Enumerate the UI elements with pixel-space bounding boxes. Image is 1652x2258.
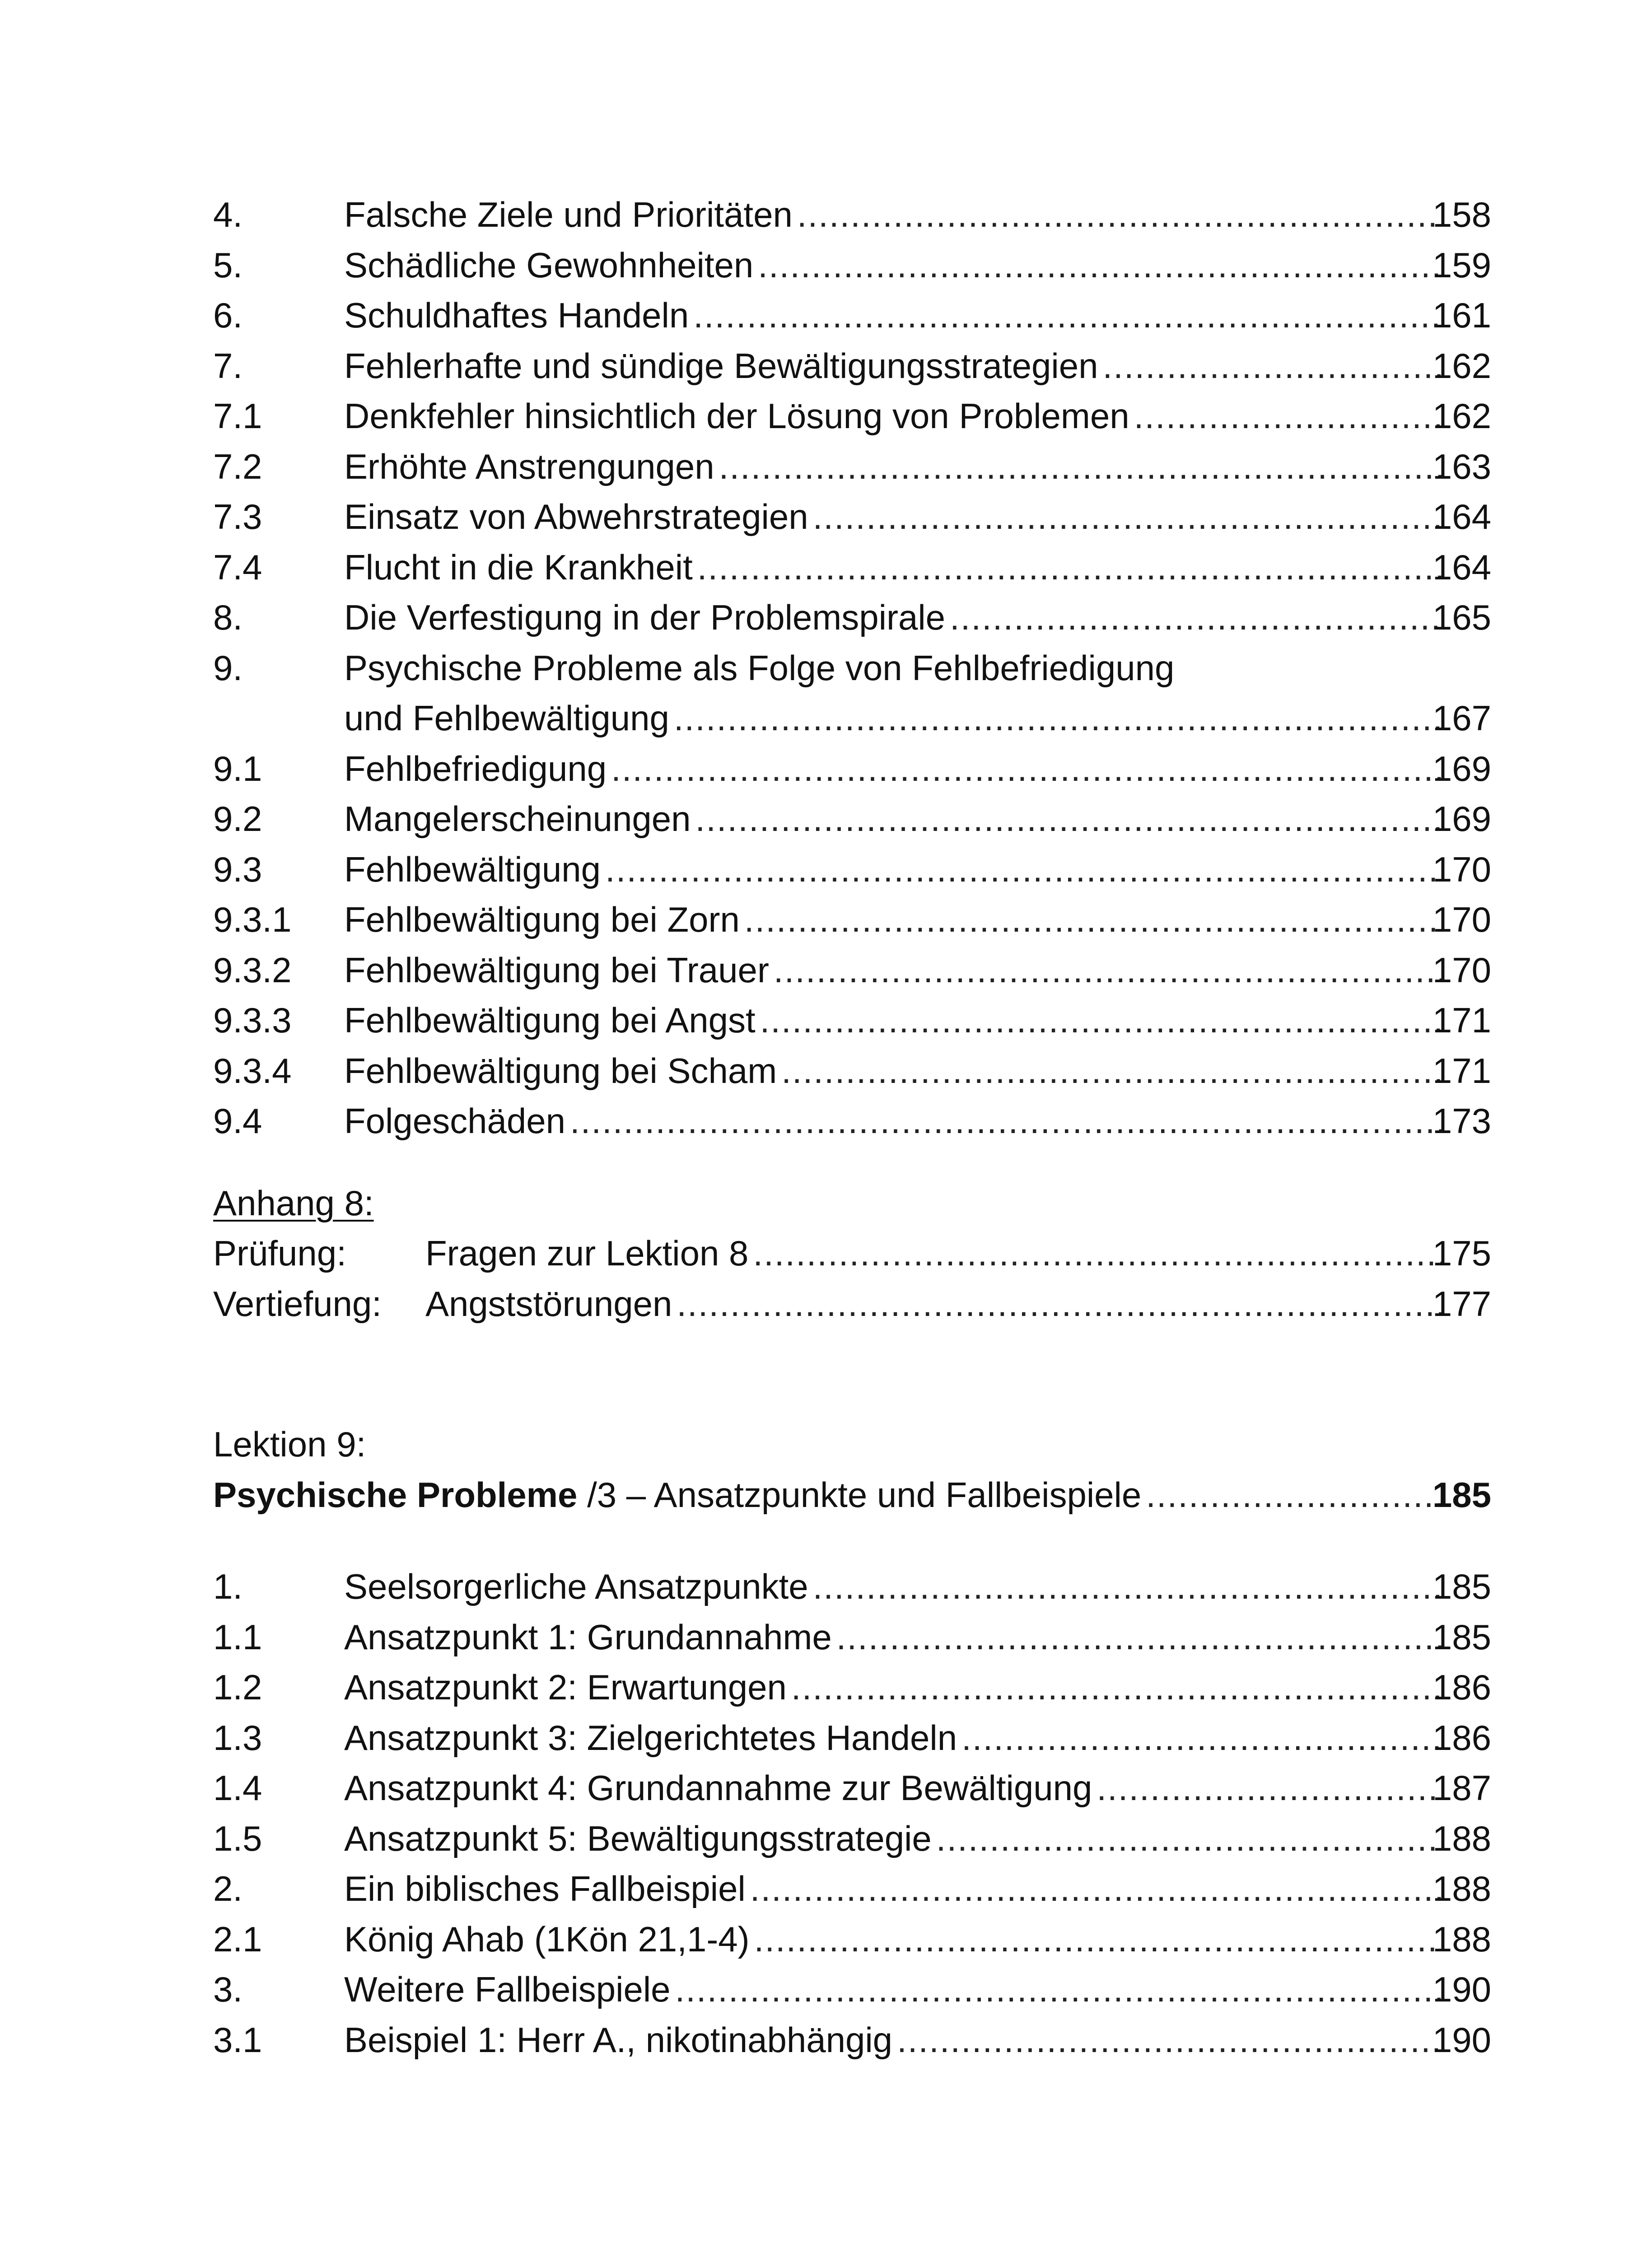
- dot-leader: [605, 844, 1442, 895]
- toc-entry[interactable]: [213, 1914, 1491, 1965]
- toc-entry-title: Ansatzpunkt 2: Erwartungen: [344, 1667, 787, 1707]
- toc-entry[interactable]: [213, 1763, 1491, 1814]
- toc-entry[interactable]: [213, 1096, 1491, 1147]
- toc-entry-title-line1: Psychische Probleme als Folge von Fehlbefriedigung: [344, 648, 1175, 688]
- toc-entry-page: 185: [1432, 1567, 1491, 1606]
- toc-entry-title: Fehlbewältigung bei Angst: [344, 1000, 756, 1040]
- toc-entry-title: Seelsorgerliche Ansatzpunkte: [344, 1567, 808, 1606]
- toc-entry[interactable]: [213, 1612, 1491, 1663]
- toc-entry-number: 9.2: [213, 799, 262, 839]
- dot-leader: [1134, 391, 1442, 442]
- toc-entry-page: 161: [1432, 295, 1491, 335]
- lesson-heading-row: [213, 1419, 1491, 1470]
- toc-entry-title-line2: und Fehlbewältigung: [344, 698, 669, 738]
- toc-entry-number: 6.: [213, 295, 243, 335]
- toc-entry-title: Ansatzpunkt 1: Grundannahme: [344, 1617, 832, 1657]
- dot-leader: [611, 744, 1442, 794]
- toc-entry[interactable]: [213, 442, 1491, 492]
- toc-entry[interactable]: [213, 995, 1491, 1046]
- toc-entry-number: 9.3: [213, 849, 262, 889]
- appendix-heading-row: [213, 1178, 1491, 1229]
- toc-entry-number: 9.1: [213, 748, 262, 788]
- lesson-heading: Lektion 9:: [213, 1424, 366, 1464]
- appendix-entry-label: Prüfung:: [213, 1233, 346, 1273]
- toc-entry-title: Ein biblisches Fallbeispiel: [344, 1869, 746, 1908]
- toc-entry[interactable]: [213, 744, 1491, 794]
- toc-entry-title: Fehlbewältigung bei Scham: [344, 1050, 777, 1091]
- toc-entry-number: 2.: [213, 1869, 243, 1908]
- toc-entry-page: 187: [1432, 1768, 1491, 1808]
- toc-entry-number: 9.3.3: [213, 1000, 292, 1040]
- appendix-entry[interactable]: [213, 1228, 1491, 1279]
- toc-entry-number: 7.2: [213, 446, 262, 486]
- toc-entry-title: Mangelerscheinungen: [344, 799, 691, 839]
- dot-leader: [961, 1713, 1442, 1763]
- toc-entry-title: Fehlerhafte und sündige Bewältigungsstrategien: [344, 345, 1098, 386]
- toc-entry-page: 163: [1432, 446, 1491, 486]
- toc-entry[interactable]: [213, 1964, 1491, 2015]
- toc-entry-multiline-first[interactable]: [213, 643, 1491, 694]
- dot-leader: [719, 442, 1442, 492]
- toc-entry-title: Flucht in die Krankheit: [344, 547, 693, 587]
- toc-entry-multiline-second[interactable]: [213, 693, 1491, 744]
- toc-entry-page: 190: [1432, 1969, 1491, 2009]
- dot-leader: [1102, 341, 1442, 392]
- toc-entry[interactable]: [213, 592, 1491, 643]
- toc-entry-number: 7.: [213, 345, 243, 386]
- toc-entry-number: 2.1: [213, 1919, 262, 1959]
- toc-entry-title: Erhöhte Anstrengungen: [344, 446, 714, 486]
- toc-entry-title: Beispiel 1: Herr A., nikotinabhängig: [344, 2020, 893, 2060]
- appendix-entry-page: 175: [1432, 1233, 1491, 1273]
- toc-entry-title: König Ahab (1Kön 21,1-4): [344, 1919, 750, 1959]
- dot-leader: [570, 1096, 1442, 1147]
- toc-entry-page: 171: [1432, 1050, 1491, 1091]
- toc-entry-number: 1.2: [213, 1667, 262, 1707]
- toc-entry-number: 7.1: [213, 396, 262, 436]
- toc-entry[interactable]: [213, 1814, 1491, 1864]
- toc-entry[interactable]: [213, 1713, 1491, 1763]
- toc-entry-title: Ansatzpunkt 5: Bewältigungsstrategie: [344, 1818, 932, 1858]
- toc-entry-page: 159: [1432, 245, 1491, 285]
- table-of-contents-page: [213, 190, 1491, 2065]
- lesson-title-entry[interactable]: [213, 1470, 1491, 1521]
- dot-leader: [813, 492, 1442, 542]
- toc-entry[interactable]: [213, 844, 1491, 895]
- toc-entry[interactable]: [213, 945, 1491, 996]
- toc-entry-number: 9.3.4: [213, 1050, 292, 1091]
- toc-entry-number: 3.: [213, 1969, 243, 2009]
- toc-entry-number: 9.: [213, 648, 243, 688]
- toc-entry-number: 1.3: [213, 1717, 262, 1758]
- toc-entry-page: 169: [1432, 748, 1491, 788]
- toc-entry[interactable]: [213, 1662, 1491, 1713]
- toc-entry-page: 162: [1432, 396, 1491, 436]
- dot-leader: [1097, 1763, 1442, 1814]
- toc-entry-title: Ansatzpunkt 3: Zielgerichtetes Handeln: [344, 1717, 957, 1758]
- dot-leader: [791, 1662, 1442, 1713]
- toc-entry[interactable]: [213, 240, 1491, 291]
- toc-entry[interactable]: [213, 492, 1491, 542]
- toc-entry-number: 7.3: [213, 497, 262, 537]
- dot-leader: [781, 1046, 1442, 1096]
- toc-entry-page: 162: [1432, 345, 1491, 386]
- dot-leader: [774, 945, 1442, 996]
- toc-entry[interactable]: [213, 391, 1491, 442]
- toc-entry[interactable]: [213, 794, 1491, 844]
- toc-entry-number: 7.4: [213, 547, 262, 587]
- toc-entry[interactable]: [213, 1864, 1491, 1914]
- dot-leader: [750, 1864, 1442, 1914]
- toc-entry-page: 188: [1432, 1818, 1491, 1858]
- lesson-title-bold: Psychische Probleme: [213, 1474, 578, 1515]
- lesson-title: [213, 1470, 1146, 1521]
- toc-entry-title: Fehlbewältigung bei Zorn: [344, 900, 740, 939]
- dot-leader: [693, 290, 1442, 341]
- appendix-entry-page: 177: [1432, 1283, 1491, 1324]
- toc-entry-number: 1.: [213, 1567, 243, 1606]
- toc-entry-title: Fehlbefriedigung: [344, 748, 607, 788]
- toc-entry-page: 164: [1432, 497, 1491, 537]
- toc-entry[interactable]: [213, 895, 1491, 945]
- section-gap: [213, 1329, 1491, 1419]
- toc-entry-number: 9.4: [213, 1101, 262, 1141]
- toc-entry-title: Weitere Fallbeispiele: [344, 1969, 671, 2009]
- toc-entry-number: 3.1: [213, 2020, 262, 2060]
- toc-entry-title: Die Verfestigung in der Problemspirale: [344, 597, 946, 637]
- dot-leader: [936, 1814, 1442, 1864]
- lesson-title-page: 185: [1432, 1474, 1491, 1515]
- section-gap: [213, 1520, 1491, 1562]
- toc-entry[interactable]: [213, 542, 1491, 593]
- dot-leader: [836, 1612, 1442, 1663]
- toc-entry-number: 9.3.2: [213, 950, 292, 990]
- toc-entry-page: 164: [1432, 547, 1491, 587]
- toc-entry-title: Denkfehler hinsichtlich der Lösung von Problemen: [344, 396, 1129, 436]
- appendix-entry-label: Vertiefung:: [213, 1283, 382, 1324]
- toc-entry-title: Schuldhaftes Handeln: [344, 295, 689, 335]
- toc-entry-page: 167: [1432, 698, 1491, 738]
- toc-entry[interactable]: [213, 290, 1491, 341]
- toc-entry-page: 158: [1432, 195, 1491, 234]
- dot-leader: [897, 2015, 1442, 2066]
- toc-entry[interactable]: [213, 190, 1491, 240]
- toc-entry-number: 8.: [213, 597, 243, 637]
- toc-entry-page: 170: [1432, 849, 1491, 889]
- dot-leader: [697, 542, 1442, 593]
- toc-entry[interactable]: [213, 1046, 1491, 1096]
- toc-entry-page: 190: [1432, 2020, 1491, 2060]
- toc-entry-page: 165: [1432, 597, 1491, 637]
- appendix-heading: Anhang 8:: [213, 1183, 374, 1223]
- toc-entry-page: 170: [1432, 900, 1491, 939]
- dot-leader: [677, 1279, 1442, 1330]
- toc-entry-number: 1.1: [213, 1617, 262, 1657]
- toc-entry-title: Fehlbewältigung bei Trauer: [344, 950, 769, 990]
- appendix-entry-title: Angststörungen: [425, 1283, 672, 1324]
- toc-entry-title: Einsatz von Abwehrstrategien: [344, 497, 808, 537]
- section-gap: [213, 1147, 1491, 1178]
- dot-leader: [950, 592, 1442, 643]
- dot-leader: [813, 1562, 1442, 1612]
- toc-entry-page: 185: [1432, 1617, 1491, 1657]
- dot-leader: [753, 1228, 1442, 1279]
- toc-entry-title: Fehlbewältigung: [344, 849, 601, 889]
- dot-leader: [1146, 1470, 1442, 1521]
- lesson-title-rest: /3 – Ansatzpunkte und Fallbeispiele: [577, 1474, 1142, 1515]
- toc-entry-page: 170: [1432, 950, 1491, 990]
- toc-entry-page: 171: [1432, 1000, 1491, 1040]
- toc-entry-page: 169: [1432, 799, 1491, 839]
- dot-leader: [674, 693, 1442, 744]
- toc-entry[interactable]: [213, 341, 1491, 392]
- toc-entry-title: Ansatzpunkt 4: Grundannahme zur Bewältigung: [344, 1768, 1092, 1808]
- toc-entry-number: 1.4: [213, 1768, 262, 1808]
- dot-leader: [760, 995, 1442, 1046]
- dot-leader: [675, 1964, 1442, 2015]
- toc-entry-page: 186: [1432, 1667, 1491, 1707]
- toc-entry[interactable]: [213, 2015, 1491, 2066]
- appendix-entry-title: Fragen zur Lektion 8: [425, 1233, 749, 1273]
- toc-entry-number: 9.3.1: [213, 900, 292, 939]
- toc-entry-page: 173: [1432, 1101, 1491, 1141]
- toc-entry-number: 1.5: [213, 1818, 262, 1858]
- toc-entry-title: Folgeschäden: [344, 1101, 566, 1141]
- toc-entry[interactable]: [213, 1562, 1491, 1612]
- toc-entry-page: 188: [1432, 1869, 1491, 1908]
- toc-entry-number: 4.: [213, 195, 243, 234]
- toc-entry-number: 5.: [213, 245, 243, 285]
- dot-leader: [744, 895, 1442, 945]
- dot-leader: [797, 190, 1442, 240]
- dot-leader: [754, 1914, 1442, 1965]
- toc-entry-title: Schädliche Gewohnheiten: [344, 245, 754, 285]
- toc-entry-page: 186: [1432, 1717, 1491, 1758]
- toc-entry-title: Falsche Ziele und Prioritäten: [344, 195, 793, 234]
- toc-entry-page: 188: [1432, 1919, 1491, 1959]
- dot-leader: [695, 794, 1442, 844]
- dot-leader: [758, 240, 1442, 291]
- appendix-entry[interactable]: [213, 1279, 1491, 1330]
